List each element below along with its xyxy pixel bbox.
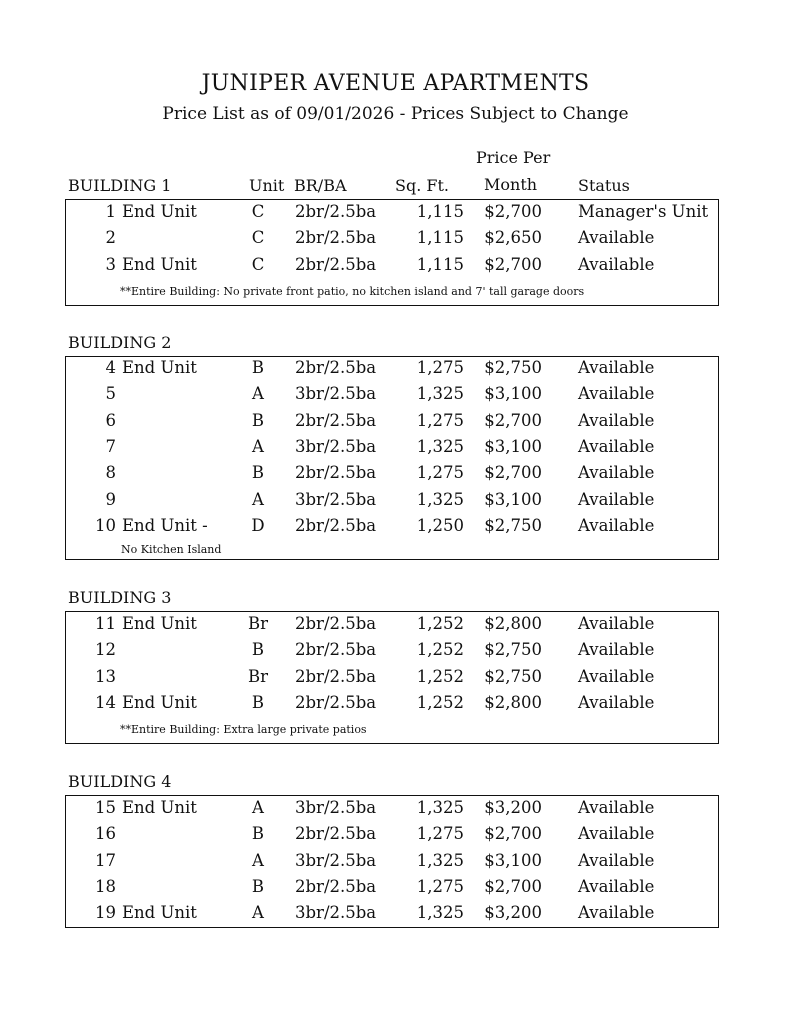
table-row	[66, 798, 718, 824]
cell-price: $2,750	[484, 515, 542, 535]
cell-price: $3,100	[484, 489, 542, 509]
cell-brba: 3br/2.5ba	[295, 489, 377, 509]
cell-num: 17	[95, 850, 116, 870]
table-row	[66, 903, 718, 929]
table-row	[66, 437, 718, 463]
cell-sqft: 1,252	[416, 692, 464, 712]
cell-price: $2,800	[484, 692, 542, 712]
cell-price: $2,700	[484, 410, 542, 430]
cell-status: Available	[578, 903, 655, 923]
cell-sqft: 1,325	[416, 850, 464, 870]
cell-plan: B	[251, 824, 265, 844]
cell-brba: 2br/2.5ba	[295, 876, 377, 896]
cell-status: Available	[578, 515, 655, 535]
sqft-column-header: Sq. Ft.	[395, 176, 449, 195]
cell-status: Available	[578, 876, 655, 896]
cell-price: $3,100	[484, 850, 542, 870]
cell-status: Available	[578, 640, 655, 660]
table-row	[66, 490, 718, 516]
building-note: No Kitchen Island	[121, 543, 222, 556]
table-row	[66, 228, 718, 254]
cell-desc: End Unit	[122, 254, 197, 274]
cell-price: $2,750	[484, 640, 542, 660]
cell-plan: B	[251, 358, 265, 377]
cell-plan: A	[252, 850, 264, 870]
cell-num: 19	[95, 903, 116, 923]
cell-brba: 2br/2.5ba	[295, 228, 377, 248]
cell-sqft: 1,250	[416, 515, 464, 535]
cell-status: Available	[578, 436, 655, 456]
cell-desc: End Unit	[122, 358, 197, 377]
cell-brba: 2br/2.5ba	[295, 666, 377, 686]
cell-brba: 2br/2.5ba	[295, 358, 377, 377]
cell-num: 7	[105, 436, 116, 456]
page-subtitle: Price List as of 09/01/2026 - Prices Subject to Change	[162, 104, 629, 124]
cell-desc: End Unit	[122, 692, 197, 712]
cell-status: Available	[578, 358, 655, 377]
building-2-table	[65, 356, 719, 560]
table-row	[66, 463, 718, 489]
cell-price: $2,700	[484, 254, 542, 274]
cell-brba: 2br/2.5ba	[295, 410, 377, 430]
table-row	[66, 411, 718, 437]
cell-plan: B	[251, 692, 265, 712]
cell-status: Available	[578, 228, 655, 248]
building-1-label: BUILDING 1	[68, 176, 172, 195]
cell-sqft: 1,325	[416, 489, 464, 509]
table-row	[66, 255, 718, 281]
table-row	[66, 824, 718, 850]
cell-sqft: 1,325	[416, 384, 464, 404]
cell-desc: End Unit	[122, 798, 197, 817]
cell-num: 10	[95, 515, 116, 535]
table-row	[66, 693, 718, 719]
cell-desc: End Unit	[122, 903, 197, 923]
cell-sqft: 1,252	[416, 640, 464, 660]
cell-price: $2,750	[484, 666, 542, 686]
cell-sqft: 1,115	[416, 254, 464, 274]
cell-brba: 3br/2.5ba	[295, 436, 377, 456]
building-3-table	[65, 611, 719, 744]
cell-plan: C	[251, 254, 265, 274]
cell-status: Available	[578, 463, 655, 483]
cell-plan: D	[251, 515, 265, 535]
status-column-header: Status	[578, 176, 630, 195]
cell-brba: 2br/2.5ba	[295, 640, 377, 660]
cell-price: $2,800	[484, 614, 542, 633]
cell-price: $2,700	[484, 824, 542, 844]
cell-sqft: 1,115	[416, 202, 464, 221]
cell-num: 14	[95, 692, 116, 712]
cell-status: Manager's Unit	[578, 202, 709, 221]
cell-brba: 2br/2.5ba	[295, 202, 377, 221]
price-column-header-line1: Price Per	[476, 148, 551, 167]
cell-num: 16	[95, 824, 116, 844]
building-note: **Entire Building: No private front patio, no kitchen island and 7' tall garage doors	[120, 285, 585, 298]
building-4-table	[65, 795, 719, 928]
building-1-table	[65, 199, 719, 306]
cell-price: $2,700	[484, 876, 542, 896]
cell-brba: 2br/2.5ba	[295, 824, 377, 844]
cell-price: $2,700	[484, 202, 542, 221]
cell-sqft: 1,252	[416, 614, 464, 633]
table-row	[66, 358, 718, 384]
cell-num: 5	[105, 384, 116, 404]
cell-plan: B	[251, 463, 265, 483]
cell-plan: B	[251, 410, 265, 430]
cell-plan: A	[252, 384, 264, 404]
cell-plan: C	[251, 202, 265, 221]
cell-sqft: 1,115	[416, 228, 464, 248]
table-row	[66, 384, 718, 410]
cell-num: 2	[105, 228, 116, 248]
cell-price: $2,700	[484, 463, 542, 483]
cell-price: $3,100	[484, 384, 542, 404]
cell-status: Available	[578, 614, 655, 633]
table-row	[66, 614, 718, 640]
cell-num: 8	[105, 463, 116, 483]
table-row	[66, 640, 718, 666]
cell-brba: 2br/2.5ba	[295, 692, 377, 712]
cell-desc: End Unit	[122, 202, 197, 221]
cell-sqft: 1,275	[416, 876, 464, 896]
building-2-label: BUILDING 2	[68, 333, 172, 352]
cell-brba: 3br/2.5ba	[295, 798, 377, 817]
cell-brba: 3br/2.5ba	[295, 903, 377, 923]
building-3-label: BUILDING 3	[68, 588, 172, 607]
brba-column-header: BR/BA	[294, 176, 347, 195]
price-column-header-line2: Month	[484, 175, 538, 194]
cell-plan: A	[252, 436, 264, 456]
cell-price: $3,100	[484, 436, 542, 456]
cell-status: Available	[578, 410, 655, 430]
table-row	[66, 202, 718, 228]
cell-sqft: 1,275	[416, 824, 464, 844]
cell-plan: B	[251, 640, 265, 660]
cell-status: Available	[578, 666, 655, 686]
cell-num: 9	[105, 489, 116, 509]
cell-num: 11	[95, 614, 116, 633]
cell-brba: 2br/2.5ba	[295, 515, 377, 535]
table-row	[66, 516, 718, 542]
cell-brba: 2br/2.5ba	[295, 463, 377, 483]
cell-sqft: 1,275	[416, 463, 464, 483]
cell-plan: C	[251, 228, 265, 248]
cell-status: Available	[578, 254, 655, 274]
cell-status: Available	[578, 489, 655, 509]
cell-price: $3,200	[484, 903, 542, 923]
cell-num: 3	[105, 254, 116, 274]
cell-num: 6	[105, 410, 116, 430]
cell-num: 15	[95, 798, 116, 817]
cell-plan: B	[251, 876, 265, 896]
unit-column-header: Unit	[249, 176, 285, 195]
cell-plan: A	[252, 903, 264, 923]
page-title: JUNIPER AVENUE APARTMENTS	[201, 71, 590, 96]
cell-price: $3,200	[484, 798, 542, 817]
cell-desc: End Unit -	[122, 515, 208, 535]
cell-status: Available	[578, 850, 655, 870]
cell-sqft: 1,275	[416, 410, 464, 430]
cell-brba: 2br/2.5ba	[295, 614, 377, 633]
table-row	[66, 877, 718, 903]
cell-plan: Br	[247, 666, 268, 686]
building-note: **Entire Building: Extra large private patios	[120, 723, 367, 736]
cell-plan: A	[252, 489, 264, 509]
cell-plan: Br	[247, 614, 268, 633]
cell-price: $2,750	[484, 358, 542, 377]
cell-brba: 2br/2.5ba	[295, 254, 377, 274]
cell-sqft: 1,325	[416, 436, 464, 456]
cell-sqft: 1,325	[416, 798, 464, 817]
cell-sqft: 1,275	[416, 358, 464, 377]
cell-num: 1	[105, 202, 116, 221]
cell-num: 13	[95, 666, 116, 686]
cell-num: 18	[95, 876, 116, 896]
cell-status: Available	[578, 692, 655, 712]
table-row	[66, 667, 718, 693]
table-row	[66, 851, 718, 877]
cell-status: Available	[578, 798, 655, 817]
cell-brba: 3br/2.5ba	[295, 850, 377, 870]
cell-price: $2,650	[484, 228, 542, 248]
cell-sqft: 1,252	[416, 666, 464, 686]
cell-status: Available	[578, 384, 655, 404]
cell-sqft: 1,325	[416, 903, 464, 923]
cell-num: 12	[95, 640, 116, 660]
building-4-label: BUILDING 4	[68, 772, 172, 791]
cell-status: Available	[578, 824, 655, 844]
cell-desc: End Unit	[122, 614, 197, 633]
cell-brba: 3br/2.5ba	[295, 384, 377, 404]
cell-plan: A	[252, 798, 264, 817]
cell-num: 4	[105, 358, 116, 377]
